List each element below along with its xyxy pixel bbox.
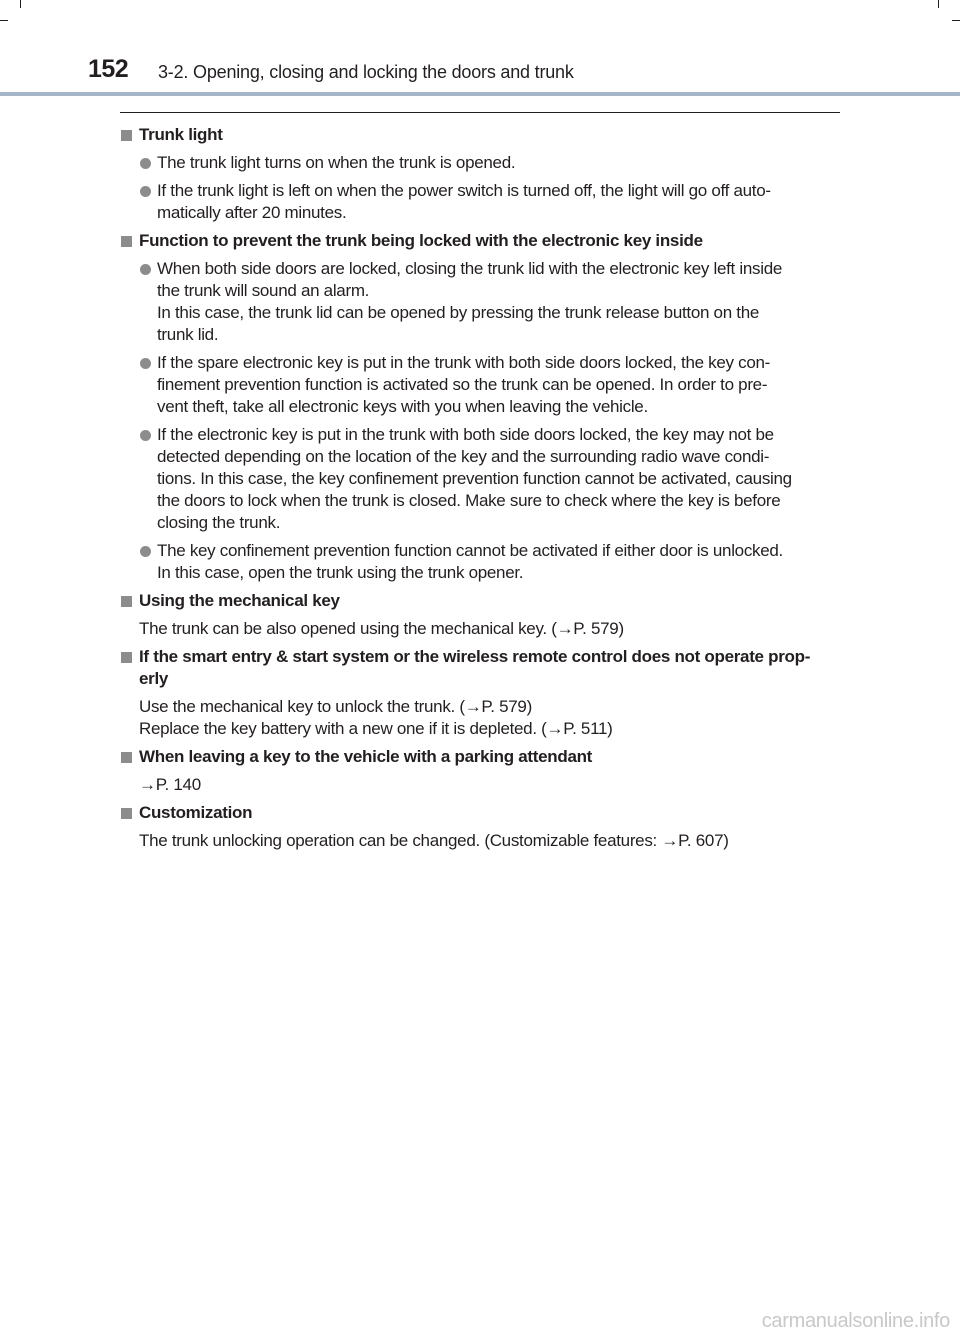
section-key-inside-prevention: [120, 230, 840, 584]
list-item: The key confinement prevention function cannot be activated if either door is unlocked. In this case, open the trunk using the trunk opener.: [120, 540, 840, 584]
square-bullet-icon: [121, 596, 132, 607]
circle-bullet-icon: [140, 186, 151, 197]
section-heading: If the smart entry & start system or the wireless remote control does not operate prop- erly: [120, 646, 840, 690]
section-paragraph: The trunk can be also opened using the mechanical key. (→P. 579): [139, 619, 624, 638]
section-trunk-light: [120, 124, 840, 224]
square-bullet-icon: [121, 808, 132, 819]
header-rule: [0, 92, 960, 96]
section-paragraph: Use the mechanical key to unlock the trunk. (→P. 579) Replace the key battery with a new one if it is depleted. (→P. 511): [139, 697, 613, 738]
page-header: [0, 0, 960, 96]
section-paragraph: The trunk unlocking operation can be changed. (Customizable features: →P. 607): [139, 831, 729, 850]
circle-bullet-icon: [140, 430, 151, 441]
page-number: 152: [88, 55, 129, 83]
circle-bullet-icon: [140, 546, 151, 557]
section-heading: Trunk light: [120, 124, 840, 146]
square-bullet-icon: [121, 130, 132, 141]
section-parking-attendant: [120, 746, 840, 796]
section-heading: Customization: [120, 802, 840, 824]
list-item: If the spare electronic key is put in the trunk with both side doors locked, the key con- finement prevention function is activated so the trunk can be opened. In order to pre- vent theft, take all electronic keys with you when leaving the vehicle.: [120, 352, 840, 418]
list-item: When both side doors are locked, closing the trunk lid with the electronic key left inside the trunk will sound an alarm. In this case, the trunk lid can be opened by pressing the trunk release button on the trunk lid.: [120, 258, 840, 346]
list-item: If the trunk light is left on when the power switch is turned off, the light will go off auto- matically after 20 minutes.: [120, 180, 840, 224]
chapter-title: 3-2. Opening, closing and locking the doors and trunk: [158, 62, 574, 82]
section-paragraph: →P. 140: [139, 775, 201, 794]
section-heading: Function to prevent the trunk being locked with the electronic key inside: [120, 230, 840, 252]
footer-watermark: carmanualsonline.info: [761, 1310, 950, 1332]
list-item: If the electronic key is put in the trunk with both side doors locked, the key may not be detected depending on the location of the key and the surrounding radio wave condi- tions. In this case, the key confinement prevention function cannot be activated, causing the doors to lock when the trunk is closed. Make sure to check where the key is before closing the trunk.: [120, 424, 840, 534]
circle-bullet-icon: [140, 358, 151, 369]
circle-bullet-icon: [140, 264, 151, 275]
section-mechanical-key: [120, 590, 840, 640]
square-bullet-icon: [121, 652, 132, 663]
circle-bullet-icon: [140, 158, 151, 169]
section-smart-entry-malfunction: [120, 646, 840, 740]
page-content: [120, 124, 840, 858]
list-item: The trunk light turns on when the trunk is opened.: [120, 152, 840, 174]
content-top-rule: [120, 112, 840, 113]
section-heading: When leaving a key to the vehicle with a parking attendant: [120, 746, 840, 768]
square-bullet-icon: [121, 236, 132, 247]
section-heading: Using the mechanical key: [120, 590, 840, 612]
section-customization: [120, 802, 840, 852]
square-bullet-icon: [121, 752, 132, 763]
